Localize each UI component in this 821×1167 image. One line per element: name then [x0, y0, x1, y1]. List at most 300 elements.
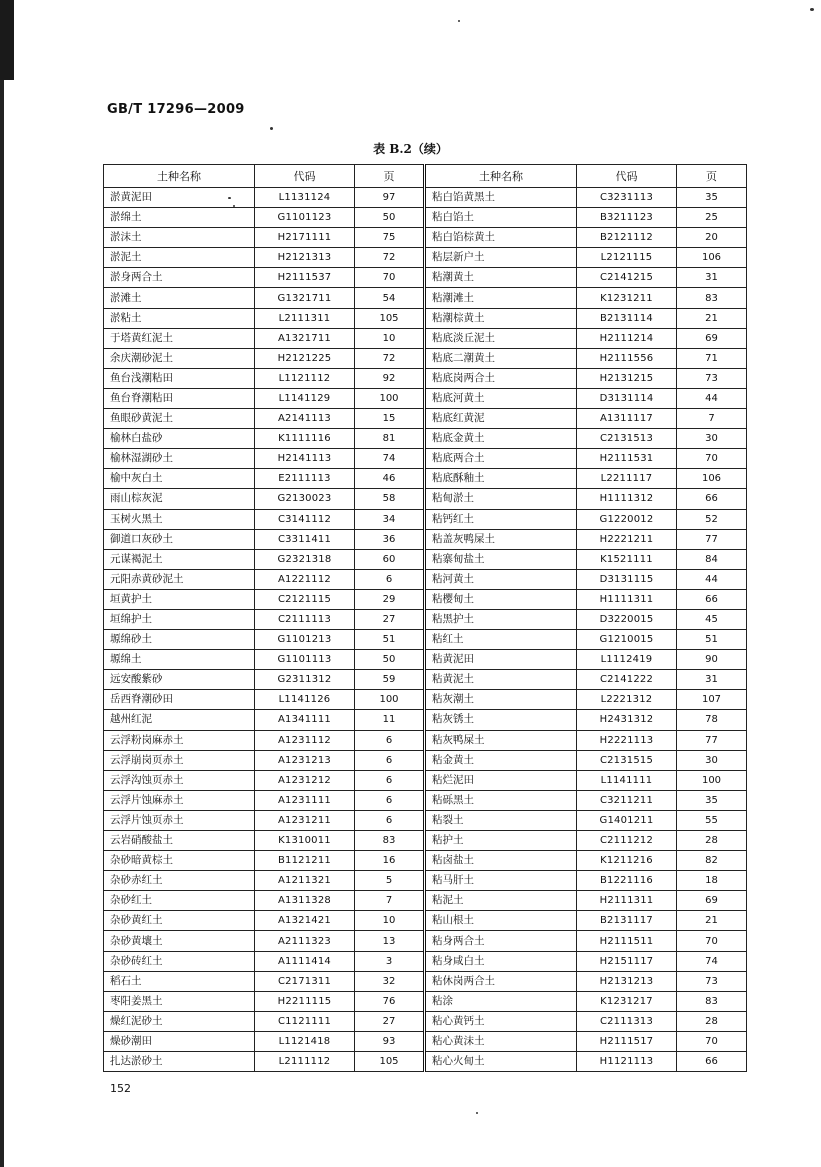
soil-name-cell: 粘白馅黄黑土	[425, 188, 577, 208]
table-row	[104, 429, 747, 449]
page-ref-cell: 73	[677, 971, 747, 991]
soil-name-cell: 粘涂	[425, 991, 577, 1011]
soil-name-cell: 垣绵护土	[104, 609, 255, 629]
table-row	[104, 469, 747, 489]
soil-name-cell: 云浮沟蚀页赤土	[104, 770, 255, 790]
soil-code-cell: C3231113	[577, 188, 677, 208]
soil-name-cell: 粘樱甸土	[425, 589, 577, 609]
soil-code-cell: G1101113	[255, 650, 355, 670]
soil-name-cell: 杂砂黄红土	[104, 911, 255, 931]
page-ref-cell: 35	[677, 188, 747, 208]
soil-name-cell: 云浮片蚀麻赤土	[104, 790, 255, 810]
soil-code-cell: H2121225	[255, 348, 355, 368]
soil-code-cell: G1321711	[255, 288, 355, 308]
page-ref-cell: 30	[677, 429, 747, 449]
soil-code-cell: H2221113	[577, 730, 677, 750]
page-ref-cell: 73	[677, 368, 747, 388]
table-row	[104, 288, 747, 308]
soil-code-cell: C2121115	[255, 589, 355, 609]
soil-code-cell: A1111414	[255, 951, 355, 971]
table-row	[104, 951, 747, 971]
page-ref-cell: 36	[355, 529, 425, 549]
scan-speck	[476, 1112, 478, 1114]
soil-code-cell: A1231212	[255, 770, 355, 790]
page-ref-cell: 66	[677, 589, 747, 609]
soil-name-cell: 粘底河黄土	[425, 388, 577, 408]
page-ref-cell: 69	[677, 891, 747, 911]
page-ref-cell: 6	[355, 790, 425, 810]
page-ref-cell: 83	[677, 288, 747, 308]
soil-code-cell: L1141111	[577, 770, 677, 790]
soil-code-cell: L1112419	[577, 650, 677, 670]
soil-name-cell: 鱼眼砂黄泥土	[104, 409, 255, 429]
soil-code-cell: H2171111	[255, 228, 355, 248]
page-ref-cell: 100	[677, 770, 747, 790]
page-ref-cell: 31	[677, 268, 747, 288]
page-ref-cell: 78	[677, 710, 747, 730]
soil-name-cell: 粘裂土	[425, 810, 577, 830]
page-ref-cell: 82	[677, 851, 747, 871]
soil-code-cell: E2111113	[255, 469, 355, 489]
page-ref-cell: 75	[355, 228, 425, 248]
table-row	[104, 589, 747, 609]
page-ref-cell: 97	[355, 188, 425, 208]
table-caption: 表 B.2（续）	[373, 142, 448, 156]
soil-code-cell: L1141129	[255, 388, 355, 408]
page-ref-cell: 20	[677, 228, 747, 248]
soil-name-cell: 粘甸淤土	[425, 489, 577, 509]
soil-name-cell: 粘心黄沫土	[425, 1031, 577, 1051]
page-ref-cell: 106	[677, 248, 747, 268]
soil-name-cell: 粘泥土	[425, 891, 577, 911]
soil-code-cell: A2141113	[255, 409, 355, 429]
table-row	[104, 509, 747, 529]
table-row	[104, 569, 747, 589]
soil-name-cell: 粘灰锈土	[425, 710, 577, 730]
table-row	[104, 1052, 747, 1072]
page-ref-cell: 28	[677, 831, 747, 851]
soil-name-cell: 粘红土	[425, 630, 577, 650]
soil-name-cell: 粘潮滩土	[425, 288, 577, 308]
page-ref-cell: 107	[677, 690, 747, 710]
soil-name-cell: 粘底两合土	[425, 449, 577, 469]
page-ref-cell: 106	[677, 469, 747, 489]
column-header-code: 代码	[577, 165, 677, 188]
page-ref-cell: 6	[355, 770, 425, 790]
soil-code-cell: C2141215	[577, 268, 677, 288]
soil-code-cell: G1210015	[577, 630, 677, 650]
page-ref-cell: 90	[677, 650, 747, 670]
page-ref-cell: 71	[677, 348, 747, 368]
page-ref-cell: 69	[677, 328, 747, 348]
table-row	[104, 348, 747, 368]
soil-name-cell: 粘山根土	[425, 911, 577, 931]
page-ref-cell: 28	[677, 1011, 747, 1031]
soil-name-cell: 元阳赤黄砂泥土	[104, 569, 255, 589]
soil-code-cell: A1231213	[255, 750, 355, 770]
soil-code-cell: G2130023	[255, 489, 355, 509]
page-ref-cell: 105	[355, 308, 425, 328]
soil-name-cell: 粘黄泥田	[425, 650, 577, 670]
scan-border-dark	[0, 0, 14, 80]
table-header-row	[104, 165, 747, 188]
page-ref-cell: 5	[355, 871, 425, 891]
soil-code-cell: H2431312	[577, 710, 677, 730]
soil-code-cell: C2171311	[255, 971, 355, 991]
page-ref-cell: 54	[355, 288, 425, 308]
table-row	[104, 670, 747, 690]
soil-name-cell: 粘盖灰鸭屎土	[425, 529, 577, 549]
page-ref-cell: 83	[677, 991, 747, 1011]
soil-name-cell: 粘马肝土	[425, 871, 577, 891]
soil-code-cell: H2121313	[255, 248, 355, 268]
soil-name-cell: 粘潮黄土	[425, 268, 577, 288]
soil-code-cell: L2121115	[577, 248, 677, 268]
page-ref-cell: 51	[355, 630, 425, 650]
soil-name-cell: 粘身咸白土	[425, 951, 577, 971]
table-row	[104, 911, 747, 931]
page-ref-cell: 6	[355, 569, 425, 589]
soil-code-cell: G1401211	[577, 810, 677, 830]
table-row	[104, 409, 747, 429]
soil-code-cell: H2151117	[577, 951, 677, 971]
soil-name-cell: 粘卤盐土	[425, 851, 577, 871]
page-ref-cell: 100	[355, 690, 425, 710]
page-ref-cell: 45	[677, 609, 747, 629]
page-ref-cell: 74	[355, 449, 425, 469]
page-ref-cell: 10	[355, 328, 425, 348]
soil-name-cell: 元谋褐泥土	[104, 549, 255, 569]
soil-code-cell: C2131515	[577, 750, 677, 770]
table-row	[104, 831, 747, 851]
soil-name-cell: 于塔黄红泥土	[104, 328, 255, 348]
page-ref-cell: 93	[355, 1031, 425, 1051]
table-row	[104, 630, 747, 650]
page-ref-cell: 72	[355, 248, 425, 268]
page-ref-cell: 70	[677, 449, 747, 469]
page-ref-cell: 105	[355, 1052, 425, 1072]
soil-code-cell: A1221112	[255, 569, 355, 589]
soil-name-cell: 粘底金黄土	[425, 429, 577, 449]
soil-name-cell: 粘黑护土	[425, 609, 577, 629]
soil-code-cell: H2111311	[577, 891, 677, 911]
soil-name-cell: 粘底岗两合土	[425, 368, 577, 388]
soil-name-cell: 杂砂赤红土	[104, 871, 255, 891]
document-code: GB/T 17296—2009	[107, 102, 245, 117]
soil-name-cell: 榆中灰白土	[104, 469, 255, 489]
page-ref-cell: 6	[355, 730, 425, 750]
soil-name-cell: 粘钙红土	[425, 509, 577, 529]
page-ref-cell: 77	[677, 529, 747, 549]
table-row	[104, 690, 747, 710]
table-row	[104, 529, 747, 549]
soil-code-cell: G2321318	[255, 549, 355, 569]
soil-name-cell: 云浮崩岗页赤土	[104, 750, 255, 770]
page-number: 152	[110, 1082, 131, 1095]
soil-name-cell: 扎达淤砂土	[104, 1052, 255, 1072]
page-ref-cell: 13	[355, 931, 425, 951]
page-ref-cell: 46	[355, 469, 425, 489]
soil-code-cell: H2131213	[577, 971, 677, 991]
soil-code-cell: H2111531	[577, 449, 677, 469]
soil-name-cell: 粘砾黑土	[425, 790, 577, 810]
table-row	[104, 368, 747, 388]
soil-code-cell: L1131124	[255, 188, 355, 208]
page-ref-cell: 84	[677, 549, 747, 569]
soil-code-cell: G1101123	[255, 208, 355, 228]
page-ref-cell: 81	[355, 429, 425, 449]
soil-name-cell: 粘心黄钙土	[425, 1011, 577, 1031]
page-ref-cell: 32	[355, 971, 425, 991]
page-ref-cell: 55	[677, 810, 747, 830]
table-row	[104, 609, 747, 629]
table-row	[104, 650, 747, 670]
soil-name-cell: 粘休岗两合土	[425, 971, 577, 991]
soil-code-cell: D3131114	[577, 388, 677, 408]
soil-code-cell: B2131117	[577, 911, 677, 931]
soil-name-cell: 粘层新户土	[425, 248, 577, 268]
soil-code-cell: G1220012	[577, 509, 677, 529]
soil-name-cell: 粘白馅棕黄土	[425, 228, 577, 248]
page-ref-cell: 70	[677, 1031, 747, 1051]
table-row	[104, 770, 747, 790]
page-ref-cell: 35	[677, 790, 747, 810]
soil-code-cell: H2211115	[255, 991, 355, 1011]
table-row	[104, 208, 747, 228]
soil-name-cell: 垣黄护土	[104, 589, 255, 609]
page-ref-cell: 74	[677, 951, 747, 971]
table-row	[104, 931, 747, 951]
soil-code-cell: D3220015	[577, 609, 677, 629]
soil-name-cell: 杂砂砖红土	[104, 951, 255, 971]
page-ref-cell: 58	[355, 489, 425, 509]
soil-code-cell: C3311411	[255, 529, 355, 549]
column-header-soil-name: 土种名称	[425, 165, 577, 188]
soil-name-cell: 塬绵砂土	[104, 630, 255, 650]
soil-code-cell: B1121211	[255, 851, 355, 871]
page-ref-cell: 100	[355, 388, 425, 408]
table-row	[104, 991, 747, 1011]
table-row	[104, 268, 747, 288]
page-ref-cell: 21	[677, 911, 747, 931]
table-row	[104, 449, 747, 469]
page-ref-cell: 51	[677, 630, 747, 650]
scan-speck	[458, 20, 460, 22]
soil-name-cell: 粘护土	[425, 831, 577, 851]
soil-name-cell: 燥砂潮田	[104, 1031, 255, 1051]
page-ref-cell: 7	[355, 891, 425, 911]
scan-speck	[810, 8, 814, 11]
soil-name-cell: 鱼台脊潮粘田	[104, 388, 255, 408]
soil-code-cell: C1121111	[255, 1011, 355, 1031]
page-ref-cell: 10	[355, 911, 425, 931]
page-ref-cell: 44	[677, 388, 747, 408]
page-ref-cell: 50	[355, 650, 425, 670]
soil-name-cell: 淤粘土	[104, 308, 255, 328]
soil-name-cell: 粘身两合土	[425, 931, 577, 951]
soil-code-cell: C2111313	[577, 1011, 677, 1031]
soil-name-cell: 粘灰鸭屎土	[425, 730, 577, 750]
soil-code-cell: L1121418	[255, 1031, 355, 1051]
soil-code-cell: A1231111	[255, 790, 355, 810]
page-ref-cell: 34	[355, 509, 425, 529]
soil-name-cell: 稻石土	[104, 971, 255, 991]
soil-code-cell: C2111212	[577, 831, 677, 851]
soil-name-cell: 淤绵土	[104, 208, 255, 228]
table-row	[104, 549, 747, 569]
column-header-code: 代码	[255, 165, 355, 188]
soil-name-cell: 粘金黄土	[425, 750, 577, 770]
soil-name-cell: 杂砂黄壤土	[104, 931, 255, 951]
soil-name-cell: 余庆潮砂泥土	[104, 348, 255, 368]
soil-name-cell: 岳西脊潮砂田	[104, 690, 255, 710]
soil-name-cell: 越州红泥	[104, 710, 255, 730]
table-row	[104, 851, 747, 871]
soil-name-cell: 御道口灰砂土	[104, 529, 255, 549]
scan-speck	[228, 197, 231, 199]
table-row	[104, 871, 747, 891]
soil-code-cell: K1231211	[577, 288, 677, 308]
soil-code-cell: C2141222	[577, 670, 677, 690]
soil-name-cell: 榆林白盐砂	[104, 429, 255, 449]
scan-border	[0, 0, 4, 1167]
soil-code-cell: G1101213	[255, 630, 355, 650]
column-header-page: 页	[677, 165, 747, 188]
table-row	[104, 1011, 747, 1031]
soil-code-cell: L1121112	[255, 368, 355, 388]
soil-name-cell: 粘底酥釉土	[425, 469, 577, 489]
table-row	[104, 248, 747, 268]
soil-code-cell: L1141126	[255, 690, 355, 710]
table-row	[104, 971, 747, 991]
table-row	[104, 188, 747, 208]
page-ref-cell: 52	[677, 509, 747, 529]
soil-name-cell: 粘心火甸土	[425, 1052, 577, 1072]
soil-code-cell: H2111511	[577, 931, 677, 951]
page-ref-cell: 15	[355, 409, 425, 429]
soil-name-cell: 远安酸紫砂	[104, 670, 255, 690]
soil-code-cell: A1321421	[255, 911, 355, 931]
page-ref-cell: 7	[677, 409, 747, 429]
page-ref-cell: 31	[677, 670, 747, 690]
page-ref-cell: 92	[355, 368, 425, 388]
table-row	[104, 891, 747, 911]
soil-code-cell: K1310011	[255, 831, 355, 851]
soil-name-cell: 杂砂红土	[104, 891, 255, 911]
table-row	[104, 710, 747, 730]
page-ref-cell: 27	[355, 1011, 425, 1031]
soil-code-cell: B1221116	[577, 871, 677, 891]
column-header-soil-name: 土种名称	[104, 165, 255, 188]
soil-code-cell: H2111214	[577, 328, 677, 348]
soil-name-cell: 粘黄泥土	[425, 670, 577, 690]
table-body	[104, 188, 747, 1072]
soil-name-cell: 淤滩土	[104, 288, 255, 308]
soil-name-cell: 粘烂泥田	[425, 770, 577, 790]
soil-code-cell: L2211117	[577, 469, 677, 489]
soil-index-table	[103, 164, 747, 1072]
soil-name-cell: 云浮粉岗麻赤土	[104, 730, 255, 750]
soil-code-cell: K1521111	[577, 549, 677, 569]
soil-name-cell: 雨山棕灰泥	[104, 489, 255, 509]
soil-name-cell: 云岩硝酸盐土	[104, 831, 255, 851]
page-ref-cell: 21	[677, 308, 747, 328]
page-ref-cell: 18	[677, 871, 747, 891]
soil-code-cell: A1341111	[255, 710, 355, 730]
soil-code-cell: A1311117	[577, 409, 677, 429]
soil-code-cell: L2111112	[255, 1052, 355, 1072]
soil-name-cell: 云浮片蚀页赤土	[104, 810, 255, 830]
page-ref-cell: 6	[355, 810, 425, 830]
soil-code-cell: H2131215	[577, 368, 677, 388]
soil-name-cell: 粘灰潮土	[425, 690, 577, 710]
table-row	[104, 308, 747, 328]
page-ref-cell: 70	[355, 268, 425, 288]
soil-code-cell: B3211123	[577, 208, 677, 228]
page-ref-cell: 16	[355, 851, 425, 871]
soil-name-cell: 淤身两合土	[104, 268, 255, 288]
soil-code-cell: A1231112	[255, 730, 355, 750]
soil-code-cell: A1311328	[255, 891, 355, 911]
column-header-page: 页	[355, 165, 425, 188]
soil-name-cell: 粘底红黄泥	[425, 409, 577, 429]
soil-name-cell: 粘寨甸盐土	[425, 549, 577, 569]
soil-code-cell: C3141112	[255, 509, 355, 529]
soil-code-cell: H2111556	[577, 348, 677, 368]
table-row	[104, 388, 747, 408]
soil-name-cell: 玉树火黑土	[104, 509, 255, 529]
page-ref-cell: 27	[355, 609, 425, 629]
soil-code-cell: H1111312	[577, 489, 677, 509]
soil-name-cell: 枣阳姜黑土	[104, 991, 255, 1011]
soil-code-cell: H2111537	[255, 268, 355, 288]
soil-code-cell: L2111311	[255, 308, 355, 328]
soil-code-cell: B2121112	[577, 228, 677, 248]
page-ref-cell: 50	[355, 208, 425, 228]
soil-code-cell: C3211211	[577, 790, 677, 810]
soil-code-cell: G2311312	[255, 670, 355, 690]
page-ref-cell: 72	[355, 348, 425, 368]
soil-name-cell: 粘底二潮黄土	[425, 348, 577, 368]
scan-speck	[270, 127, 273, 130]
table-row	[104, 730, 747, 750]
page-ref-cell: 30	[677, 750, 747, 770]
table-row	[104, 790, 747, 810]
page-ref-cell: 25	[677, 208, 747, 228]
table-row	[104, 489, 747, 509]
soil-code-cell: H1121113	[577, 1052, 677, 1072]
soil-code-cell: A2111323	[255, 931, 355, 951]
soil-code-cell: H2141113	[255, 449, 355, 469]
soil-code-cell: H1111311	[577, 589, 677, 609]
scan-speck	[233, 205, 235, 207]
page-ref-cell: 11	[355, 710, 425, 730]
page-ref-cell: 6	[355, 750, 425, 770]
page-ref-cell: 59	[355, 670, 425, 690]
soil-name-cell: 塬绵土	[104, 650, 255, 670]
soil-code-cell: A1321711	[255, 328, 355, 348]
page-ref-cell: 77	[677, 730, 747, 750]
page-ref-cell: 66	[677, 1052, 747, 1072]
table-row	[104, 1031, 747, 1051]
page-ref-cell: 3	[355, 951, 425, 971]
soil-name-cell: 榆林湿湖砂土	[104, 449, 255, 469]
soil-code-cell: A1231211	[255, 810, 355, 830]
soil-name-cell: 淤沫土	[104, 228, 255, 248]
soil-code-cell: A1211321	[255, 871, 355, 891]
page-ref-cell: 76	[355, 991, 425, 1011]
soil-name-cell: 杂砂暗黄棕土	[104, 851, 255, 871]
